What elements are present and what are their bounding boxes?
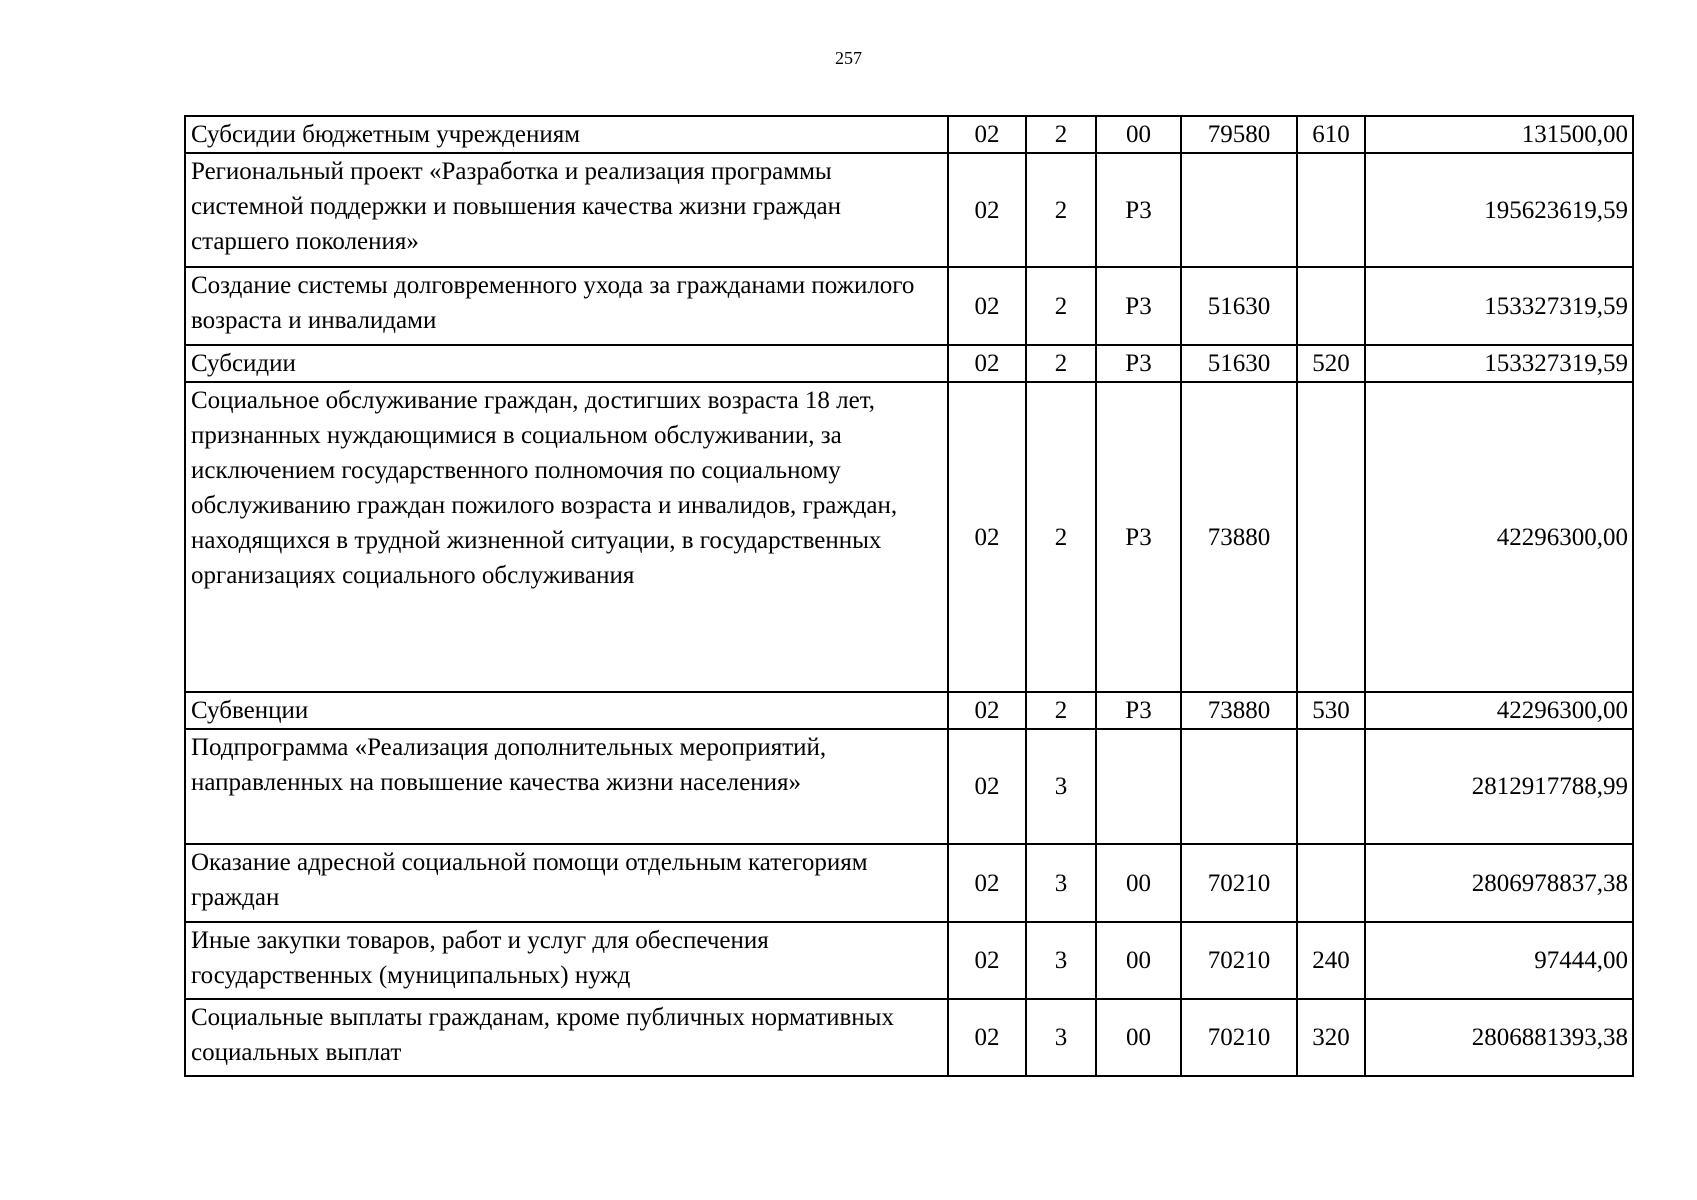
cell-amount: 153327319,59 [1365,267,1633,345]
table-row [185,922,1633,999]
cell-amount: 2806881393,38 [1365,999,1633,1076]
table-row [185,382,1633,692]
cell-code-1: 02 [948,999,1026,1076]
cell-amount: 42296300,00 [1365,692,1633,729]
row-description: Подпрограмма «Реализация дополнительных мероприятий, направленных на повышение качества жизни населения» [185,729,948,844]
table-row [185,999,1633,1076]
cell-code-1: 02 [948,153,1026,267]
cell-code-5: 520 [1297,345,1365,382]
cell-code-1: 02 [948,729,1026,844]
table-row [185,153,1633,267]
cell-code-3: Р3 [1096,692,1181,729]
cell-code-4: 51630 [1181,267,1297,345]
cell-code-3: Р3 [1096,153,1181,267]
cell-amount: 195623619,59 [1365,153,1633,267]
cell-code-2: 2 [1026,153,1096,267]
cell-code-1: 02 [948,267,1026,345]
row-description: Иные закупки товаров, работ и услуг для обеспечения государственных (муниципальных) нужд [185,922,948,999]
cell-code-3: 00 [1096,922,1181,999]
cell-code-5 [1297,382,1365,692]
cell-code-4: 73880 [1181,382,1297,692]
table-row [185,267,1633,345]
cell-code-2: 3 [1026,844,1096,922]
cell-code-5: 530 [1297,692,1365,729]
cell-code-3: 00 [1096,844,1181,922]
cell-code-4: 73880 [1181,692,1297,729]
row-description: Социальные выплаты гражданам, кроме публичных нормативных социальных выплат [185,999,948,1076]
cell-code-4: 79580 [1181,116,1297,153]
cell-code-2: 3 [1026,999,1096,1076]
cell-code-2: 2 [1026,382,1096,692]
cell-code-5 [1297,153,1365,267]
cell-code-2: 3 [1026,922,1096,999]
cell-amount: 2812917788,99 [1365,729,1633,844]
cell-code-1: 02 [948,692,1026,729]
cell-code-5 [1297,267,1365,345]
cell-code-1: 02 [948,345,1026,382]
cell-code-3 [1096,729,1181,844]
cell-code-2: 3 [1026,729,1096,844]
cell-amount: 2806978837,38 [1365,844,1633,922]
row-description: Субсидии [185,345,948,382]
row-description: Субсидии бюджетным учреждениям [185,116,948,153]
cell-code-2: 2 [1026,116,1096,153]
table-row [185,345,1633,382]
cell-code-2: 2 [1026,345,1096,382]
row-description: Субвенции [185,692,948,729]
cell-code-4 [1181,729,1297,844]
row-description: Создание системы долговременного ухода за гражданами пожилого возраста и инвалидами [185,267,948,345]
budget-table [184,115,1634,1077]
table-row [185,692,1633,729]
cell-code-5 [1297,844,1365,922]
page-number: 257 [835,48,862,68]
cell-code-5 [1297,729,1365,844]
cell-code-2: 2 [1026,692,1096,729]
cell-code-1: 02 [948,116,1026,153]
row-description: Региональный проект «Разработка и реализация программы системной поддержки и повышения качества жизни граждан старшего поколения» [185,153,948,267]
cell-amount: 153327319,59 [1365,345,1633,382]
cell-code-3: 00 [1096,999,1181,1076]
cell-code-3: Р3 [1096,267,1181,345]
cell-code-1: 02 [948,382,1026,692]
cell-amount: 131500,00 [1365,116,1633,153]
cell-code-3: 00 [1096,116,1181,153]
cell-code-4 [1181,153,1297,267]
cell-amount: 42296300,00 [1365,382,1633,692]
cell-code-3: Р3 [1096,382,1181,692]
cell-code-4: 70210 [1181,922,1297,999]
cell-code-1: 02 [948,922,1026,999]
cell-amount: 97444,00 [1365,922,1633,999]
cell-code-4: 70210 [1181,844,1297,922]
row-description: Оказание адресной социальной помощи отдельным категориям граждан [185,844,948,922]
cell-code-4: 51630 [1181,345,1297,382]
cell-code-1: 02 [948,844,1026,922]
table-row [185,844,1633,922]
cell-code-5: 240 [1297,922,1365,999]
table-row [185,116,1633,153]
cell-code-5: 610 [1297,116,1365,153]
row-description: Социальное обслуживание граждан, достигших возраста 18 лет, признанных нуждающимися в социальном обслуживании, за исключением государственного полномочия по социальному обслуживанию граждан пожилого возраста и инвалидов, граждан, находящихся в трудной жизненной ситуации, в государственных организациях социального обслуживания [185,382,948,692]
cell-code-5: 320 [1297,999,1365,1076]
cell-code-4: 70210 [1181,999,1297,1076]
table-row [185,729,1633,844]
cell-code-2: 2 [1026,267,1096,345]
cell-code-3: Р3 [1096,345,1181,382]
